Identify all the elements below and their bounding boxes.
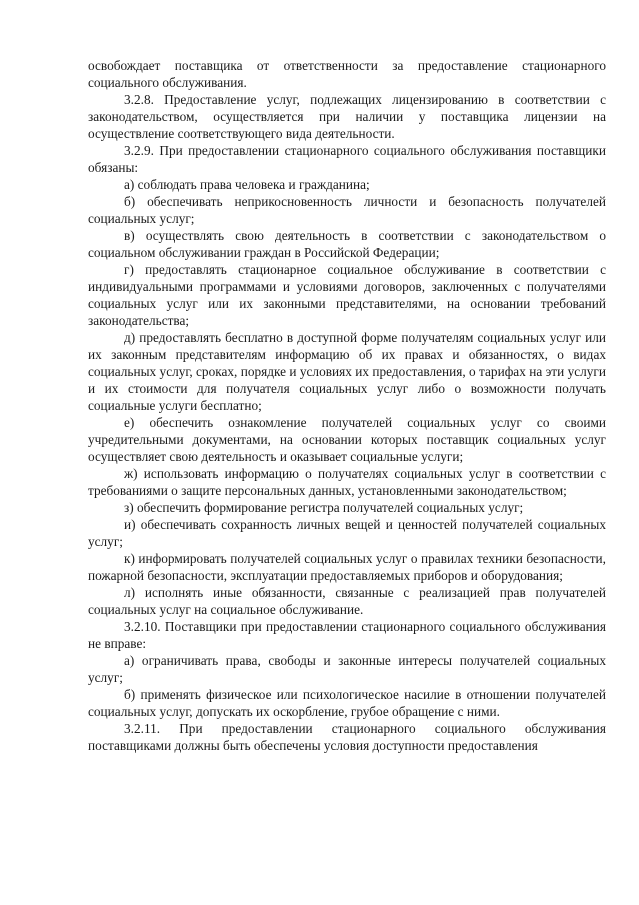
list-item-e: е) обеспечить ознакомление получателей социальных услуг со своими учредительными документами, на основании которых поставщик социальных услуг осуществляет свою деятельность и оказывает социальные услуги; (88, 415, 606, 464)
list-item-v: в) осуществлять свою деятельность в соответствии с законодательством о социальном обслуживании граждан в Российской Федерации; (88, 228, 606, 260)
list-item-d: д) предоставлять бесплатно в доступной форме получателям социальных услуг или их законным представителям информацию об их правах и обязанностях, о видах социальных услуг, сроках, порядке и условиях их предоставления, о тарифах на эти услуги и их стоимости для получателя социальных услуг либо о возможности получать социальные услуги бесплатно; (88, 330, 606, 413)
list-item-k: к) информировать получателей социальных услуг о правилах техники безопасности, пожарной безопасности, эксплуатации предоставляемых приборов и оборудования; (88, 551, 606, 583)
prohibition-item-a: а) ограничивать права, свободы и законные интересы получателей социальных услуг; (88, 653, 606, 685)
paragraph-continuation: освобождает поставщика от ответственности за предоставление стационарного социального обслуживания. (88, 58, 606, 90)
clause-3-2-10: 3.2.10. Поставщики при предоставлении стационарного социального обслуживания не вправе: (88, 619, 606, 651)
clause-3-2-8: 3.2.8. Предоставление услуг, подлежащих лицензированию в соответствии с законодательством, осуществляется при наличии у поставщика лицензии на осуществление соответствующего вида деятельности. (88, 92, 606, 141)
document-page (88, 57, 606, 754)
list-item-g: г) предоставлять стационарное социальное обслуживание в соответствии с индивидуальными программами и условиями договоров, заключенных с получателями социальных услуг или их законными представителями, на основании требований законодательства; (88, 262, 606, 328)
list-item-b: б) обеспечивать неприкосновенность личности и безопасность получателей социальных услуг; (88, 194, 606, 226)
list-item-i: и) обеспечивать сохранность личных вещей и ценностей получателей социальных услуг; (88, 517, 606, 549)
list-item-z: з) обеспечить формирование регистра получателей социальных услуг; (124, 500, 524, 515)
clause-3-2-11: 3.2.11. При предоставлении стационарного социального обслуживания поставщиками должны быть обеспечены условия доступности предоставления (88, 721, 606, 753)
clause-3-2-9: 3.2.9. При предоставлении стационарного социального обслуживания поставщики обязаны: (88, 143, 606, 175)
list-item-zh: ж) использовать информацию о получателях социальных услуг в соответствии с требованиями о защите персональных данных, установленными законодательством; (88, 466, 606, 498)
list-item-l: л) исполнять иные обязанности, связанные с реализацией прав получателей социальных услуг на социальное обслуживание. (88, 585, 606, 617)
prohibition-item-b: б) применять физическое или психологическое насилие в отношении получателей социальных услуг, допускать их оскорбление, грубое обращение с ними. (88, 687, 606, 719)
list-item-a: а) соблюдать права человека и гражданина; (124, 177, 370, 192)
